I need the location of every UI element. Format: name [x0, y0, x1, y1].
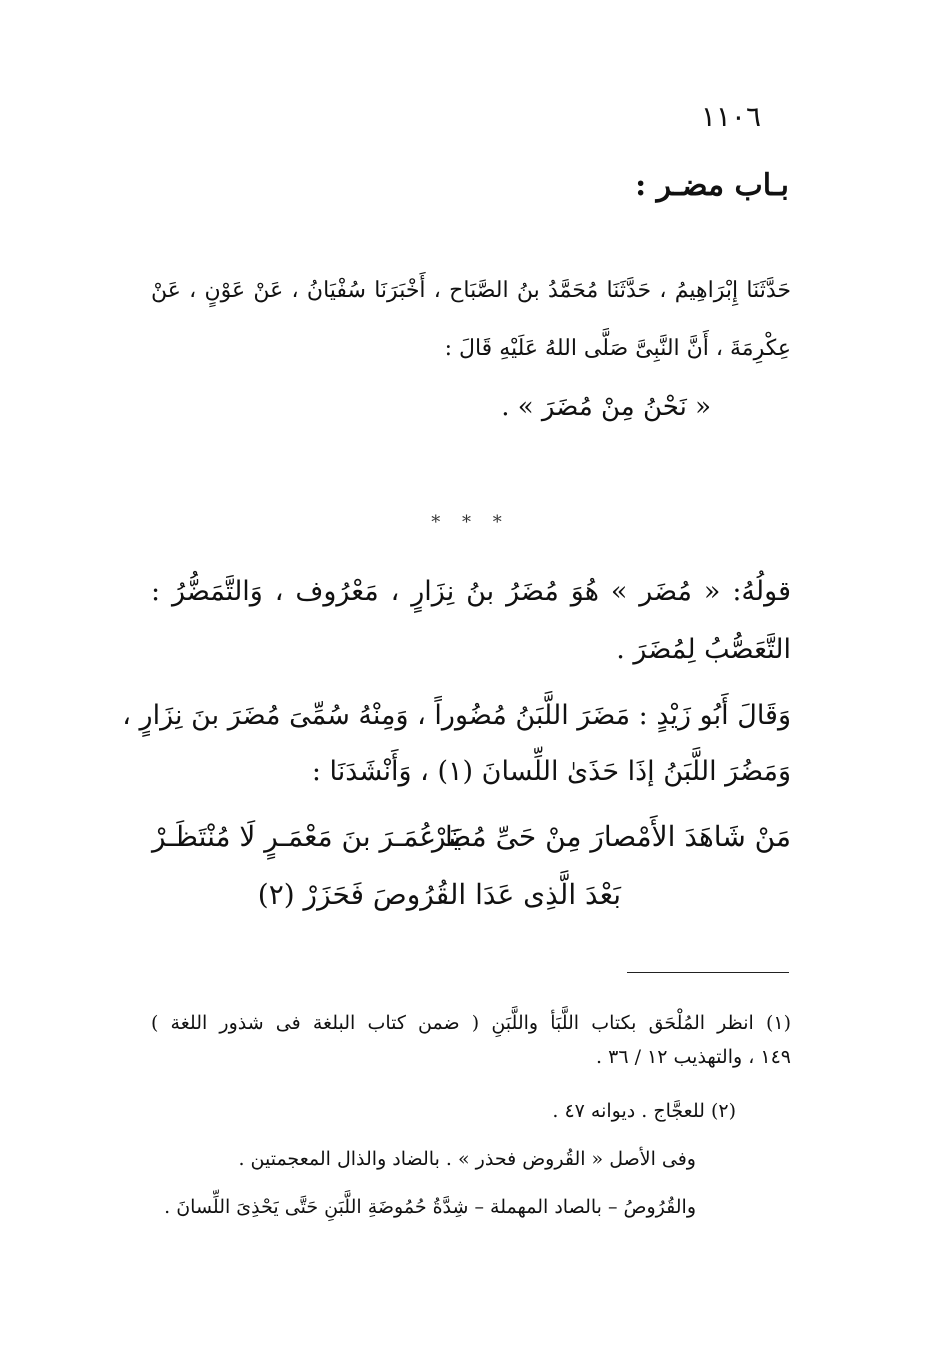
commentary-line-1: قولُهُ: « مُضَر » هُوَ مُضَرُ بنُ نِزَارٍ ، مَعْرُوف ، وَالتَّمَضُّرُ : — [151, 576, 791, 607]
verse-line-2: بَعْدَ الَّذِى عَدَا القُرُوصَ فَحَزَرْ (٢) — [257, 878, 621, 911]
footnote-2-note-b: والقُرُوصُ – بالصاد المهملة – شِدَّةُ حُمُوضَةِ اللَّبَنِ حَتَّى يَحْذِىَ اللِّسانَ . — [164, 1196, 696, 1218]
hadith-isnad-line-1: حَدَّثَنَا إِبْرَاهِيمُ ، حَدَّثَنَا مُحَمَّدُ بنُ الصَّبَاح ، أَخْبَرَنَا سُفْيَانُ ، عَنْ عَوْنٍ ، عَنْ — [151, 278, 791, 303]
footnote-divider — [627, 972, 789, 973]
commentary-line-2: التَّعَصُّبُ لِمُضَرَ . — [616, 634, 791, 665]
commentary-line-3: وَقَالَ أَبُو زَيْدٍ : مَضَرَ اللَّبَنُ مُضُوراً ، وَمِنْهُ سُمِّىَ مُضَرَ بنَ نِزَارٍ ، — [122, 700, 791, 731]
hadith-isnad-line-2: عِكْرِمَةَ ، أَنَّ النَّبِىَّ صَلَّى اللهُ عَلَيْهِ قَالَ : — [444, 336, 791, 361]
commentary-line-4: وَمَضُرَ اللَّبَنُ إذَا حَذَىٰ اللِّسانَ (١) ، وَأَنْشَدَنَا : — [311, 756, 791, 787]
chapter-heading: بـاب مضـر : — [635, 168, 789, 203]
footnote-1-line-1: (١) انظر المُلْحَق بكتاب اللَّبَأ واللَّبَنِ ( ضمن كتاب البلغة فى شذور اللغة ) — [151, 1012, 791, 1034]
page-number: ١١٠٦ — [700, 100, 761, 133]
verse-hemistich-1: مَنْ شَاهَدَ الأَمْصارَ مِنْ حَىِّ مُضَرْ — [431, 820, 791, 853]
verse-hemistich-2: يَا عُمَـرَ بنَ مَعْمَـرٍ لَا مُنْتَظَـرْ — [152, 820, 462, 853]
footnote-2: (٢) للعجَّاج . ديوانه ٤٧ . — [552, 1100, 736, 1122]
footnote-2-note-a: وفى الأصل « القُروض فحذر » . بالضاد والذال المعجمتين . — [238, 1148, 696, 1170]
footnote-1-line-2: ١٤٩ ، والتهذيب ١٢ / ٣٦ . — [596, 1046, 791, 1068]
section-separator: * * * — [431, 512, 510, 533]
hadith-matn: « نَحْنُ مِنْ مُضَرَ » . — [501, 392, 711, 422]
